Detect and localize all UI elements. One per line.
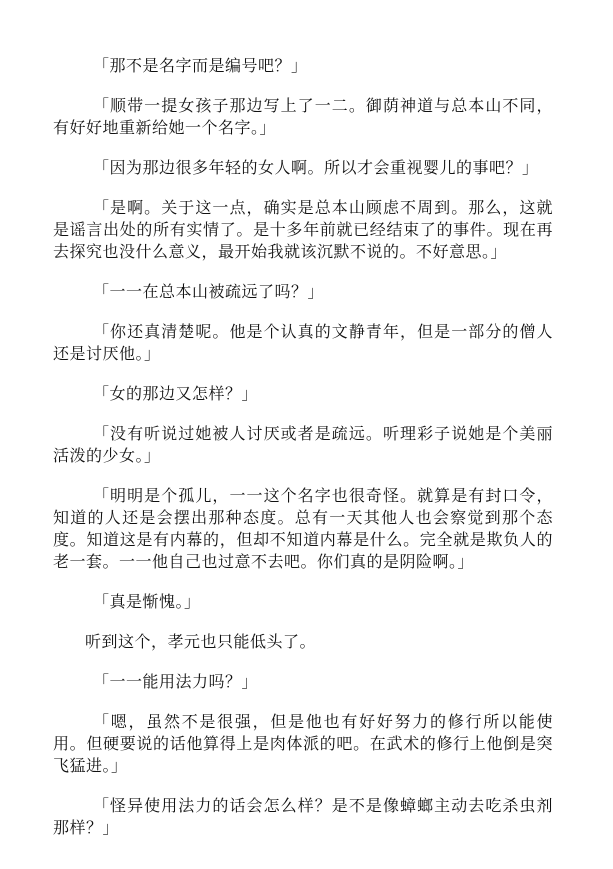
narration-paragraph: 听到这个，孝元也只能低头了。: [85, 632, 317, 651]
dialogue-paragraph: 「没有听说过她被人讨厌或者是疏远。听理彩子说她是个美丽活泼的少女。」: [53, 424, 553, 465]
dialogue-paragraph: 「女的那边又怎样？」: [93, 384, 259, 403]
dialogue-paragraph: 「明明是个孤儿，一一这个名字也很奇怪。就算是有封口令，知道的人还是会摆出那种态度。总有一天其他人也会察觉到那个态度。知道这是有内幕的，但却不知道内幕是什么。完全就是欺负人的老一套。一一他自己也过意不去吧。你们真的是阴险啊。」: [53, 486, 553, 571]
dialogue-paragraph: 「你还真清楚呢。他是个认真的文静青年，但是一部分的僧人还是讨厌他。」: [53, 322, 553, 363]
dialogue-paragraph: 「一一能用法力吗？」: [93, 672, 259, 691]
dialogue-paragraph: 「嗯，虽然不是很强，但是他也有好好努力的修行所以能使用。但硬要说的话他算得上是肉体派的吧。在武术的修行上他倒是突飞猛进。」: [53, 712, 553, 775]
dialogue-paragraph: 「因为那边很多年轻的女人啊。所以才会重视婴儿的事吧？」: [93, 158, 539, 177]
document-page: [53, 55, 553, 857]
dialogue-paragraph: 「真是惭愧。」: [93, 592, 201, 611]
dialogue-paragraph: 「那不是名字而是编号吧？」: [93, 56, 308, 75]
dialogue-paragraph: 「顺带一提女孩子那边写上了一二。御荫神道与总本山不同，有好好地重新给她一个名字。」: [53, 96, 553, 137]
dialogue-paragraph: 「是啊。关于这一点，确实是总本山顾虑不周到。那么，这就是谣言出处的所有实情了。是十多年前就已经结束了的事件。现在再去探究也没什么意义，最开始我就该沉默不说的。不好意思。」: [53, 198, 553, 261]
dialogue-paragraph: 「一一在总本山被疏远了吗？」: [93, 282, 325, 301]
dialogue-paragraph: 「怪异使用法力的话会怎么样？是不是像蟑螂主动去吃杀虫剂那样？」: [53, 796, 553, 837]
